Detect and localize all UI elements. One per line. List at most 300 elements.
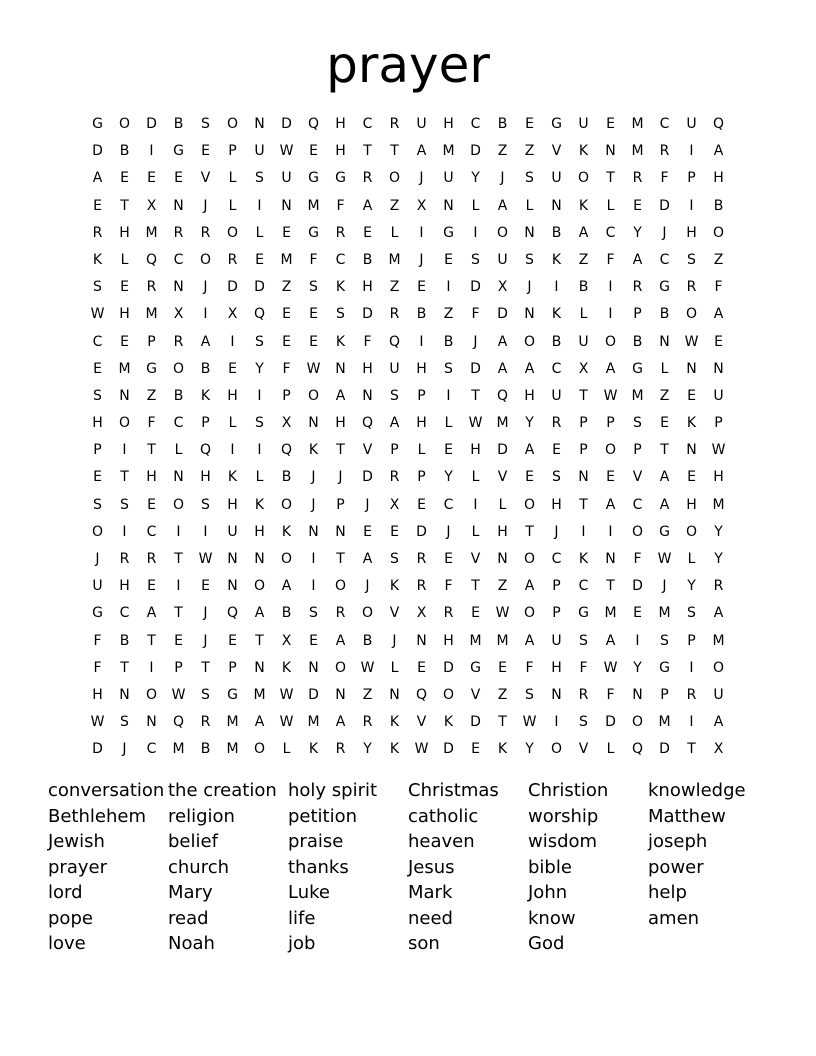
- grid-letter: L: [579, 306, 588, 323]
- grid-letter: F: [147, 415, 156, 432]
- grid-letter: U: [713, 387, 724, 404]
- grid-letter: G: [659, 659, 670, 676]
- grid-letter: E: [606, 469, 615, 486]
- grid-letter: Q: [253, 306, 266, 323]
- word-list-item: Luke: [288, 882, 330, 903]
- word-list-item: son: [408, 933, 440, 954]
- grid-letter: A: [605, 360, 616, 377]
- grid-letter: W: [279, 714, 294, 731]
- grid-letter: X: [416, 605, 427, 622]
- grid-letter: G: [443, 224, 454, 241]
- grid-letter: M: [496, 415, 509, 432]
- grid-letter: N: [551, 197, 562, 214]
- grid-letter: N: [416, 632, 427, 649]
- grid-letter: N: [551, 686, 562, 703]
- grid-letter: P: [633, 306, 642, 323]
- grid-letter: I: [446, 387, 451, 404]
- grid-letter: R: [335, 605, 346, 622]
- grid-letter: H: [443, 632, 454, 649]
- grid-letter: I: [473, 496, 478, 513]
- grid-letter: P: [633, 442, 642, 459]
- grid-letter: X: [173, 306, 184, 323]
- grid-letter: J: [554, 523, 559, 540]
- grid-letter: S: [525, 170, 534, 187]
- grid-letter: C: [632, 496, 643, 513]
- grid-letter: R: [389, 116, 400, 132]
- grid-letter: I: [257, 387, 262, 404]
- grid-letter: O: [604, 442, 617, 459]
- grid-letter: E: [309, 143, 318, 160]
- grid-letter: E: [417, 496, 426, 513]
- grid-letter: D: [470, 360, 481, 377]
- grid-letter: H: [524, 387, 535, 404]
- grid-letter: L: [228, 415, 237, 432]
- grid-letter: E: [633, 197, 642, 214]
- grid-letter: K: [389, 741, 400, 758]
- grid-letter: P: [417, 387, 426, 404]
- grid-letter: L: [606, 741, 615, 758]
- grid-letter: D: [308, 686, 319, 703]
- grid-letter: S: [120, 496, 129, 513]
- grid-letter: Z: [659, 387, 670, 404]
- grid-letter: R: [119, 551, 130, 567]
- grid-letter: A: [659, 496, 670, 513]
- grid-letter: O: [604, 333, 617, 350]
- grid-letter: S: [255, 170, 264, 187]
- grid-letter: R: [686, 279, 697, 296]
- grid-letter: J: [365, 578, 370, 595]
- grid-letter: S: [390, 551, 399, 567]
- grid-letter: P: [552, 605, 561, 622]
- grid-letter: A: [497, 197, 508, 214]
- grid-letter: B: [173, 116, 184, 132]
- grid-letter: F: [336, 197, 345, 214]
- grid-letter: R: [335, 224, 346, 241]
- grid-letter: Q: [496, 387, 509, 404]
- grid-letter: A: [200, 333, 211, 350]
- grid-letter: N: [686, 360, 697, 377]
- grid-letter: I: [608, 523, 613, 540]
- grid-letter: X: [227, 306, 238, 323]
- grid-letter: K: [578, 143, 589, 160]
- grid-letter: X: [281, 632, 292, 649]
- grid-letter: G: [470, 659, 481, 676]
- grid-letter: I: [203, 523, 208, 540]
- grid-letter: T: [525, 523, 534, 540]
- grid-letter: D: [605, 714, 616, 731]
- grid-letter: L: [444, 415, 453, 432]
- grid-letter: I: [554, 279, 559, 296]
- grid-letter: L: [255, 224, 264, 241]
- grid-letter: X: [497, 279, 508, 296]
- grid-letter: I: [419, 333, 424, 350]
- grid-letter: I: [149, 143, 154, 160]
- grid-letter: W: [657, 551, 672, 567]
- grid-letter: I: [122, 523, 127, 540]
- grid-letter: H: [119, 224, 130, 241]
- grid-letter: F: [93, 659, 102, 676]
- grid-letter: A: [362, 197, 373, 214]
- grid-letter: H: [497, 523, 508, 540]
- grid-letter: M: [631, 116, 644, 132]
- grid-letter: D: [443, 659, 454, 676]
- grid-letter: H: [416, 360, 427, 377]
- grid-letter: O: [280, 551, 293, 567]
- grid-letter: J: [662, 578, 667, 595]
- grid-letter: H: [146, 469, 157, 486]
- grid-letter: U: [389, 360, 400, 377]
- grid-letter: H: [362, 279, 373, 296]
- grid-letter: T: [390, 143, 399, 160]
- grid-letter: C: [605, 224, 616, 241]
- grid-letter: I: [122, 442, 127, 459]
- grid-letter: F: [660, 170, 669, 187]
- grid-letter: A: [497, 333, 508, 350]
- grid-letter: W: [603, 387, 618, 404]
- grid-letter: I: [554, 714, 559, 731]
- grid-letter: C: [119, 605, 130, 622]
- word-list-item: read: [168, 907, 209, 929]
- grid-letter: I: [419, 224, 424, 241]
- grid-letter: P: [714, 415, 723, 432]
- grid-letter: V: [470, 686, 481, 703]
- word-list-item: John: [528, 882, 568, 903]
- grid-letter: E: [687, 387, 696, 404]
- grid-letter: L: [390, 659, 399, 676]
- grid-letter: E: [444, 251, 453, 268]
- grid-letter: Q: [415, 686, 428, 703]
- word-list-item: Christmas: [408, 780, 499, 801]
- grid-letter: P: [417, 469, 426, 486]
- grid-letter: C: [173, 251, 184, 268]
- grid-letter: U: [416, 116, 427, 132]
- grid-letter: R: [173, 333, 184, 350]
- grid-letter: O: [307, 387, 320, 404]
- grid-letter: A: [524, 578, 535, 595]
- grid-letter: G: [92, 605, 103, 622]
- grid-letter: R: [389, 469, 400, 486]
- grid-letter: N: [362, 387, 373, 404]
- grid-letter: V: [470, 551, 481, 567]
- grid-letter: A: [254, 714, 265, 731]
- grid-letter: F: [525, 659, 534, 676]
- grid-letter: A: [281, 578, 292, 595]
- grid-letter: T: [336, 551, 345, 567]
- grid-letter: M: [712, 632, 725, 649]
- grid-letter: M: [658, 714, 671, 731]
- grid-letter: E: [93, 360, 102, 377]
- grid-letter: I: [608, 279, 613, 296]
- grid-letter: E: [363, 523, 372, 540]
- grid-letter: P: [228, 143, 237, 160]
- grid-letter: C: [470, 116, 481, 132]
- grid-letter: E: [363, 224, 372, 241]
- grid-letter: O: [496, 224, 509, 241]
- grid-letter: T: [498, 714, 507, 731]
- grid-letter: N: [254, 659, 265, 676]
- grid-letter: S: [309, 605, 318, 622]
- grid-letter: H: [416, 415, 427, 432]
- grid-letter: R: [335, 741, 346, 758]
- word-list-item: thanks: [288, 856, 349, 878]
- grid-letter: N: [173, 469, 184, 486]
- grid-letter: T: [147, 632, 156, 649]
- grid-letter: J: [203, 197, 208, 214]
- grid-letter: L: [120, 251, 129, 268]
- grid-letter: J: [311, 469, 316, 486]
- grid-letter: D: [443, 741, 454, 758]
- grid-letter: Q: [388, 333, 401, 350]
- grid-letter: S: [201, 116, 210, 132]
- grid-letter: B: [578, 279, 589, 296]
- grid-letter: Q: [307, 116, 320, 132]
- grid-letter: C: [659, 251, 670, 268]
- grid-letter: O: [118, 116, 131, 132]
- grid-letter: M: [307, 197, 320, 214]
- grid-letter: H: [686, 496, 697, 513]
- grid-letter: S: [687, 605, 696, 622]
- grid-letter: C: [335, 251, 346, 268]
- grid-letter: E: [282, 333, 291, 350]
- grid-letter: A: [146, 605, 157, 622]
- word-list-item: Christion: [528, 780, 609, 801]
- word-list-item: life: [288, 907, 316, 929]
- grid-letter: S: [390, 387, 399, 404]
- word-list-item: bible: [528, 856, 572, 878]
- grid-letter: H: [335, 116, 346, 132]
- grid-letter: H: [119, 578, 130, 595]
- grid-letter: A: [713, 306, 724, 323]
- grid-letter: N: [335, 360, 346, 377]
- grid-letter: N: [389, 686, 400, 703]
- grid-letter: I: [311, 551, 316, 567]
- grid-letter: I: [635, 632, 640, 649]
- grid-letter: O: [631, 714, 644, 731]
- grid-letter: N: [443, 197, 454, 214]
- grid-letter: M: [145, 224, 158, 241]
- grid-letter: Z: [524, 143, 535, 160]
- grid-letter: N: [308, 523, 319, 540]
- word-list-item: religion: [168, 805, 235, 827]
- grid-letter: I: [689, 197, 694, 214]
- grid-letter: K: [551, 251, 562, 268]
- grid-letter: M: [253, 686, 266, 703]
- grid-letter: E: [687, 469, 696, 486]
- grid-letter: W: [171, 686, 186, 703]
- grid-letter: W: [90, 306, 105, 323]
- grid-letter: Q: [280, 442, 293, 459]
- grid-letter: A: [335, 714, 346, 731]
- grid-letter: I: [176, 578, 181, 595]
- grid-letter: O: [685, 523, 698, 540]
- word-list-item: the creation: [168, 780, 277, 801]
- grid-letter: N: [686, 442, 697, 459]
- grid-letter: N: [659, 333, 670, 350]
- grid-letter: N: [227, 578, 238, 595]
- grid-letter: N: [605, 551, 616, 567]
- grid-letter: E: [606, 116, 615, 132]
- grid-letter: P: [660, 686, 669, 703]
- grid-letter: D: [632, 578, 643, 595]
- grid-letter: H: [335, 143, 346, 160]
- grid-letter: Q: [199, 442, 212, 459]
- grid-letter: O: [253, 741, 266, 758]
- word-list-item: help: [648, 882, 687, 903]
- word-list-item: Noah: [168, 933, 215, 954]
- grid-letter: R: [146, 279, 157, 296]
- grid-letter: K: [335, 279, 346, 296]
- grid-letter: T: [606, 170, 615, 187]
- grid-letter: T: [120, 197, 129, 214]
- grid-letter: W: [522, 714, 537, 731]
- grid-letter: E: [417, 279, 426, 296]
- grid-letter: A: [659, 469, 670, 486]
- grid-letter: A: [335, 632, 346, 649]
- grid-letter: R: [146, 551, 157, 567]
- grid-letter: B: [551, 333, 562, 350]
- grid-letter: B: [659, 306, 670, 323]
- grid-letter: B: [173, 387, 184, 404]
- grid-letter: J: [311, 496, 316, 513]
- grid-letter: I: [149, 659, 154, 676]
- word-list-item: knowledge: [648, 780, 746, 801]
- grid-letter: T: [687, 741, 696, 758]
- grid-letter: O: [550, 741, 563, 758]
- grid-letter: D: [92, 741, 103, 758]
- grid-letter: M: [118, 360, 131, 377]
- grid-letter: E: [390, 523, 399, 540]
- grid-letter: U: [713, 686, 724, 703]
- grid-letter: S: [201, 496, 210, 513]
- grid-letter: U: [686, 116, 697, 132]
- grid-letter: N: [308, 415, 319, 432]
- grid-letter: B: [119, 143, 130, 160]
- grid-letter: A: [605, 496, 616, 513]
- grid-letter: E: [633, 605, 642, 622]
- grid-letter: Q: [145, 251, 158, 268]
- grid-letter: A: [524, 442, 535, 459]
- grid-letter: A: [497, 360, 508, 377]
- grid-letter: R: [200, 224, 211, 241]
- grid-letter: A: [335, 387, 346, 404]
- grid-letter: H: [227, 496, 238, 513]
- grid-letter: K: [92, 251, 103, 268]
- grid-letter: H: [551, 659, 562, 676]
- grid-letter: E: [525, 469, 534, 486]
- word-list-item: love: [48, 933, 86, 954]
- grid-letter: K: [200, 387, 211, 404]
- grid-letter: Y: [687, 578, 696, 595]
- grid-letter: T: [579, 387, 588, 404]
- grid-letter: N: [146, 714, 157, 731]
- grid-letter: R: [389, 306, 400, 323]
- grid-letter: J: [446, 523, 451, 540]
- grid-letter: H: [254, 523, 265, 540]
- grid-letter: N: [335, 523, 346, 540]
- grid-letter: O: [685, 306, 698, 323]
- grid-letter: C: [578, 578, 589, 595]
- word-list-item: prayer: [48, 856, 107, 878]
- grid-letter: K: [551, 306, 562, 323]
- word-list-item: heaven: [408, 831, 475, 852]
- grid-letter: M: [631, 143, 644, 160]
- grid-letter: T: [120, 659, 129, 676]
- grid-letter: I: [176, 523, 181, 540]
- grid-letter: B: [632, 333, 643, 350]
- grid-letter: S: [255, 333, 264, 350]
- grid-letter: K: [227, 469, 238, 486]
- grid-letter: J: [365, 496, 370, 513]
- grid-letter: J: [203, 605, 208, 622]
- grid-letter: X: [389, 496, 400, 513]
- grid-letter: O: [253, 578, 266, 595]
- grid-letter: A: [713, 714, 724, 731]
- grid-letter: K: [281, 523, 292, 540]
- grid-letter: B: [362, 632, 373, 649]
- grid-letter: Q: [631, 741, 644, 758]
- word-list-item: catholic: [408, 805, 479, 827]
- grid-letter: A: [713, 143, 724, 160]
- grid-letter: W: [198, 551, 213, 567]
- grid-letter: Y: [525, 741, 534, 758]
- grid-letter: J: [473, 333, 478, 350]
- grid-letter: P: [579, 415, 588, 432]
- grid-letter: E: [444, 551, 453, 567]
- grid-letter: Y: [444, 469, 453, 486]
- grid-letter: R: [578, 686, 589, 703]
- grid-letter: F: [579, 659, 588, 676]
- grid-letter: N: [173, 279, 184, 296]
- grid-letter: C: [551, 360, 562, 377]
- grid-letter: E: [255, 251, 264, 268]
- grid-letter: F: [444, 578, 453, 595]
- grid-letter: A: [254, 605, 265, 622]
- grid-letter: O: [523, 333, 536, 350]
- grid-letter: E: [444, 442, 453, 459]
- grid-letter: R: [92, 224, 103, 241]
- grid-letter: P: [228, 659, 237, 676]
- grid-letter: I: [446, 279, 451, 296]
- grid-letter: B: [551, 224, 562, 241]
- grid-letter: L: [498, 496, 507, 513]
- grid-letter: T: [471, 387, 480, 404]
- grid-letter: Z: [497, 578, 508, 595]
- grid-letter: P: [174, 659, 183, 676]
- grid-letter: F: [471, 306, 480, 323]
- grid-letter: T: [336, 442, 345, 459]
- grid-letter: I: [689, 143, 694, 160]
- grid-letter: A: [605, 632, 616, 649]
- grid-letter: W: [360, 659, 375, 676]
- grid-letter: M: [658, 605, 671, 622]
- grid-letter: H: [92, 415, 103, 432]
- grid-letter: C: [173, 415, 184, 432]
- word-list-item: need: [408, 907, 453, 929]
- grid-letter: Z: [281, 279, 292, 296]
- grid-letter: J: [203, 279, 208, 296]
- grid-letter: O: [523, 496, 536, 513]
- grid-letter: A: [524, 632, 535, 649]
- grid-letter: F: [606, 686, 615, 703]
- grid-letter: B: [200, 741, 211, 758]
- grid-letter: U: [578, 333, 589, 350]
- word-list-item: amen: [648, 907, 700, 929]
- grid-letter: G: [227, 686, 238, 703]
- grid-letter: M: [388, 251, 401, 268]
- grid-letter: N: [119, 686, 130, 703]
- grid-letter: S: [309, 279, 318, 296]
- grid-letter: N: [254, 551, 265, 567]
